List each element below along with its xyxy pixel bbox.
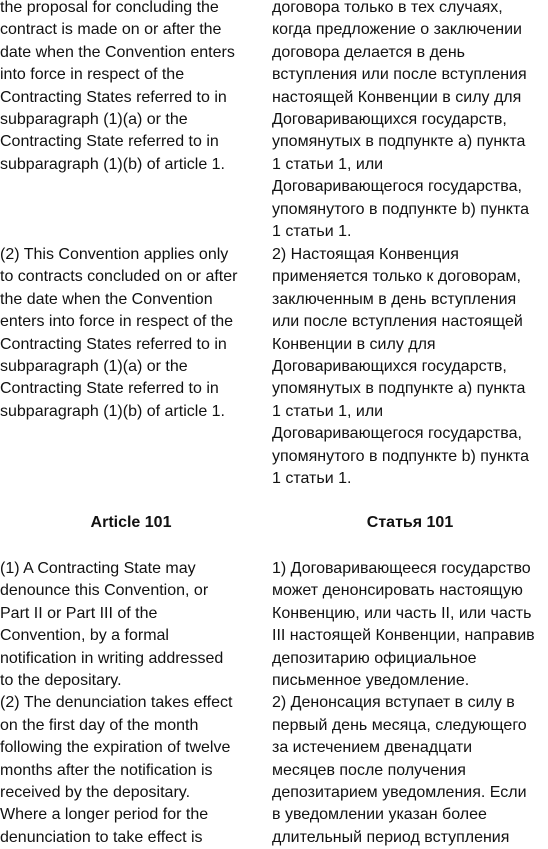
russian-article-heading: Статья 101: [366, 514, 454, 531]
russian-paragraph-1-continuation: договора только в тех случаях, когда предложение о заключении договора делается в день вступления или после вступления настоящей Конвенции в силу для Договаривающихся государств, упомянутых в подпункте а) пункта 1 статьи 1, или Договаривающегося государства, упомянутого в подпункте b) пункта 1 статьи 1.: [272, 0, 529, 241]
english-article-heading: Article 101: [90, 514, 172, 531]
english-paragraph-1-continuation: the proposal for concluding the contract is made on or after the date when the Convention enters into force in respect of the Contracting States referred to in subparagraph (1)(a) or the Contracting State referred to in subparagraph (1)(b) of article 1.: [0, 0, 235, 173]
english-paragraph-2: (2) This Convention applies only to contracts concluded on or after the date when the Convention enters into force in respect of the Contracting States referred to in subparagraph (1)(a) or the Contracting State referred to in subparagraph (1)(b) of article 1.: [0, 246, 238, 420]
english-article-text: (1) A Contracting State may denounce this Convention, or Part II or Part III of the Convention, by a formal notification in writing addressed to the depositary. (2) The denunciation takes effect on the first day of the month following the expiration of twelve months after the notification is received by the depositary. Where a longer period for the denunciation to take effect is: [0, 560, 233, 846]
russian-paragraph-2: 2) Настоящая Конвенция применяется только к договорам, заключенным в день вступления или после вступления настоящей Конвенции в силу для Договаривающихся государств, упомянутых в подпункте а) пункта 1 статьи 1, или Договаривающегося государства, упомянутого в подпункте b) пункта 1 статьи 1.: [272, 246, 529, 488]
russian-article-text: 1) Договаривающееся государство может денонсировать настоящую Конвенцию, или часть II, или часть III настоящей Конвенции, направив депозитарию официальное письменное уведомление. 2) Денонсация вступает в силу в первый день месяца, следующего за истечением двенадцати месяцев после получения депозитарием уведомления. Если в уведомлении указан более длительный период вступления: [272, 560, 535, 846]
